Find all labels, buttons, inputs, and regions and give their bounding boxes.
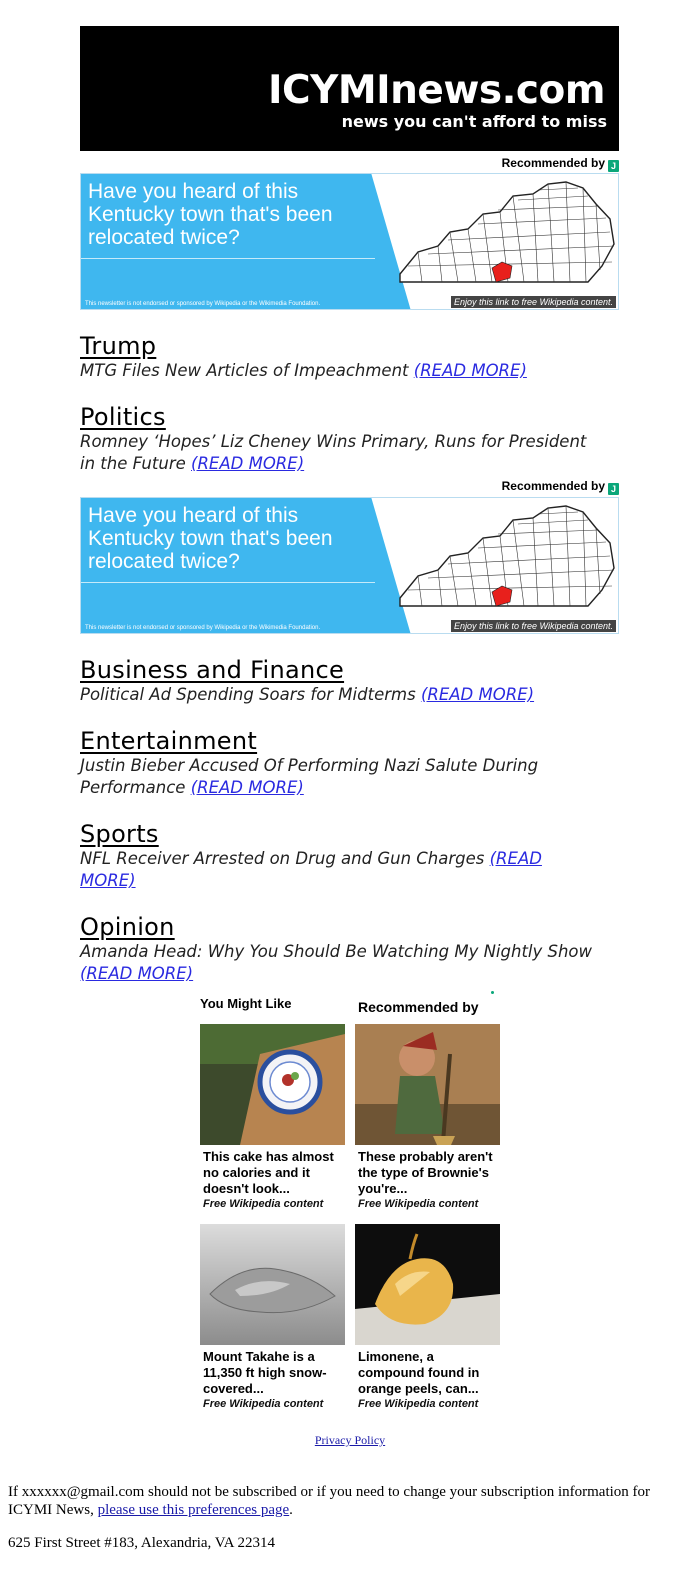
ad-divider bbox=[81, 258, 375, 259]
ad-disclaimer: This newsletter is not endorsed or sponsored by Wikipedia or the Wikimedia Foundation. bbox=[85, 625, 321, 631]
ad-banner-kentucky[interactable] bbox=[80, 173, 619, 310]
card-title[interactable]: These probably aren't the type of Brownie's you're... bbox=[358, 1149, 493, 1196]
masthead-banner[interactable] bbox=[80, 26, 619, 151]
card-title[interactable]: Mount Takahe is a 11,350 ft high snow-covered... bbox=[203, 1349, 327, 1396]
ad-banner-kentucky[interactable] bbox=[80, 497, 619, 634]
card-source: Free Wikipedia content bbox=[203, 1198, 324, 1210]
recommendation-card[interactable] bbox=[200, 1224, 345, 1411]
subscription-notice bbox=[8, 1483, 688, 1519]
article-blurb-trump bbox=[80, 360, 600, 382]
read-more-link[interactable]: (READ MORE) bbox=[413, 361, 527, 380]
article-blurb-politics bbox=[80, 431, 600, 475]
section-heading-business[interactable]: Business and Finance bbox=[80, 656, 345, 684]
ad-disclaimer: This newsletter is not endorsed or sponsored by Wikipedia or the Wikimedia Foundation. bbox=[85, 301, 321, 307]
privacy-policy-link[interactable]: Privacy Policy bbox=[314, 1433, 386, 1447]
mountain-aerial-image[interactable] bbox=[200, 1224, 345, 1345]
ad-headline: Have you heard of this Kentucky town that's been relocated twice? bbox=[88, 180, 333, 249]
recommendation-card[interactable] bbox=[355, 1224, 500, 1411]
recommendation-card[interactable] bbox=[200, 1024, 345, 1211]
subscription-notice-text: If xxxxxx@gmail.com should not be subscribed or if you need to change your subscription information for ICYMI News, bbox=[8, 1484, 651, 1518]
amber-drop-image[interactable] bbox=[355, 1224, 500, 1345]
recommended-by-text: Recommended by bbox=[358, 999, 479, 1015]
privacy-policy-row bbox=[0, 1433, 700, 1448]
kentucky-map-icon bbox=[388, 174, 618, 310]
recommended-by-text: Recommended by bbox=[501, 156, 605, 170]
read-more-link[interactable]: (READ MORE) bbox=[80, 964, 194, 983]
article-blurb-opinion bbox=[80, 941, 600, 985]
card-source: Free Wikipedia content bbox=[203, 1398, 324, 1410]
brand-logo-text: ICYMInews.com bbox=[267, 68, 605, 113]
subscription-notice-period: . bbox=[289, 1502, 293, 1518]
recommender-logo-icon: J bbox=[608, 483, 619, 495]
article-blurb-business bbox=[80, 684, 600, 706]
brand-tagline: news you can't afford to miss bbox=[341, 112, 607, 131]
article-blurb-sports bbox=[80, 848, 600, 892]
preferences-page-link[interactable]: please use this preferences page bbox=[97, 1502, 290, 1518]
read-more-link[interactable]: (READ MORE) bbox=[420, 685, 535, 704]
ad-divider bbox=[81, 582, 375, 583]
recommendation-card[interactable] bbox=[355, 1024, 500, 1211]
card-title[interactable]: Limonene, a compound found in orange peels, can... bbox=[358, 1349, 480, 1396]
read-more-link[interactable]: (READ MORE) bbox=[190, 778, 304, 797]
recommended-by-label bbox=[80, 478, 619, 494]
ad-headline: Have you heard of this Kentucky town that's been relocated twice? bbox=[88, 504, 333, 573]
article-title: Justin Bieber Accused Of Performing Nazi Salute During Performance bbox=[80, 756, 539, 797]
recommender-logo-icon bbox=[491, 991, 494, 994]
recommended-by-text: Recommended by bbox=[501, 479, 605, 493]
ad-credit: Enjoy this link to free Wikipedia content. bbox=[451, 296, 616, 308]
ad-credit: Enjoy this link to free Wikipedia content. bbox=[451, 620, 616, 632]
recommended-by-label bbox=[80, 155, 619, 171]
article-title: Political Ad Spending Soars for Midterms bbox=[80, 685, 416, 704]
article-title: NFL Receiver Arrested on Drug and Gun Charges bbox=[80, 849, 485, 868]
article-title: Amanda Head: Why You Should Be Watching My Nightly Show bbox=[80, 942, 593, 961]
recommender-logo-icon: J bbox=[608, 160, 619, 172]
section-heading-sports[interactable]: Sports bbox=[80, 820, 159, 848]
brownie-gnome-image[interactable] bbox=[355, 1024, 500, 1145]
section-heading-trump[interactable]: Trump bbox=[80, 332, 157, 360]
article-blurb-entertainment bbox=[80, 755, 600, 799]
plate-dish-image[interactable] bbox=[200, 1024, 345, 1145]
card-title[interactable]: This cake has almost no calories and it doesn't look... bbox=[203, 1149, 334, 1196]
kentucky-map-icon bbox=[388, 498, 618, 634]
article-title: Romney ‘Hopes’ Liz Cheney Wins Primary, Runs for President in the Future bbox=[80, 432, 587, 473]
mailing-address: 625 First Street #183, Alexandria, VA 22314 bbox=[8, 1535, 275, 1551]
section-heading-politics[interactable]: Politics bbox=[80, 403, 166, 431]
section-heading-entertainment[interactable]: Entertainment bbox=[80, 727, 258, 755]
section-heading-opinion[interactable]: Opinion bbox=[80, 913, 175, 941]
read-more-link[interactable]: (READ MORE) bbox=[80, 849, 542, 890]
read-more-link[interactable]: (READ MORE) bbox=[191, 454, 305, 473]
card-source: Free Wikipedia content bbox=[358, 1198, 479, 1210]
card-source: Free Wikipedia content bbox=[358, 1398, 479, 1410]
you-might-like-title: You Might Like bbox=[200, 996, 292, 1011]
article-title: MTG Files New Articles of Impeachment bbox=[80, 361, 409, 380]
